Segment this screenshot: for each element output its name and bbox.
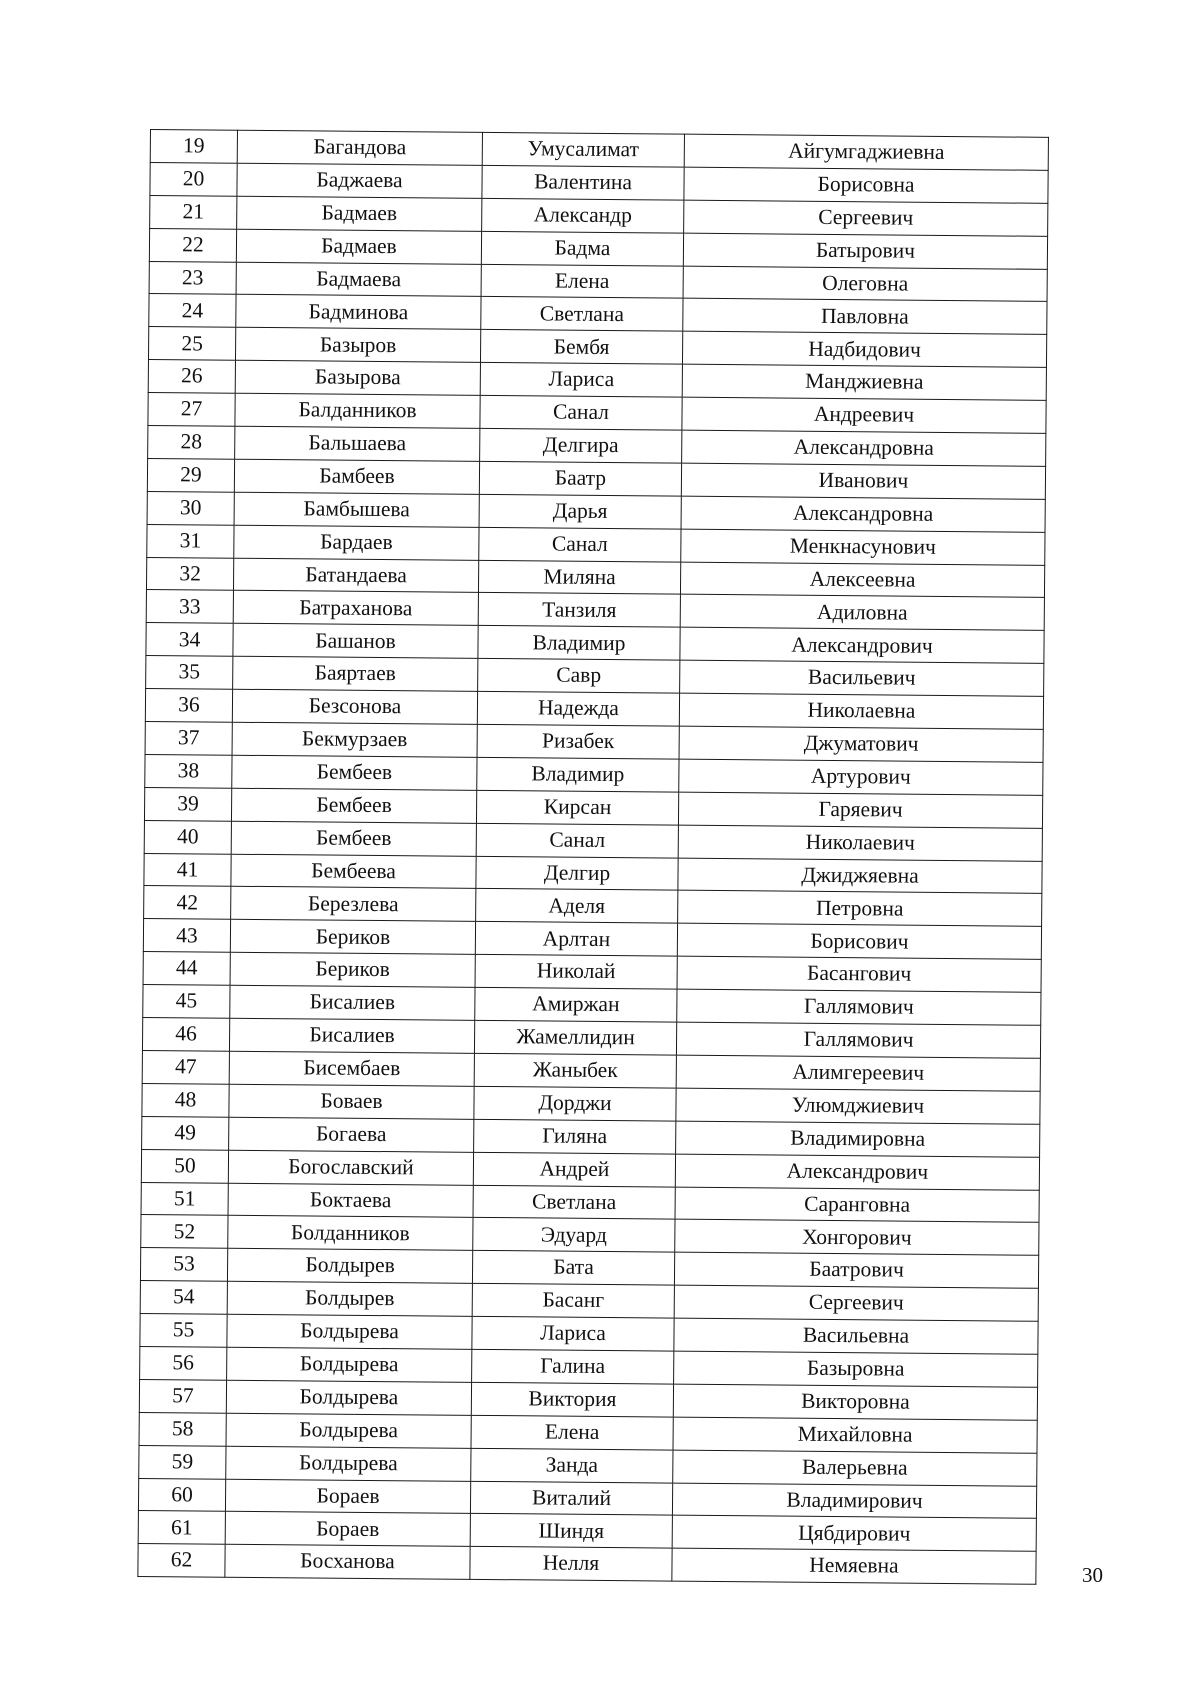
last-name-cell: Бисалиев [229, 1018, 474, 1053]
row-number-cell: 48 [142, 1083, 229, 1117]
row-number-cell: 53 [140, 1248, 227, 1282]
last-name-cell: Бамбышева [234, 492, 479, 527]
patronymic-cell: Олеговна [683, 266, 1047, 302]
last-name-cell: Богославский [228, 1150, 473, 1185]
row-number-cell: 27 [148, 393, 235, 427]
last-name-cell: Безсонова [232, 689, 477, 724]
patronymic-cell: Гаряевич [678, 792, 1042, 828]
first-name-cell: Елена [471, 1415, 673, 1450]
last-name-cell: Башанов [233, 624, 478, 659]
last-name-cell: Болдырева [227, 1314, 472, 1349]
last-name-cell: Бадмаев [236, 229, 481, 264]
patronymic-cell: Борисовна [684, 167, 1048, 203]
row-number-cell: 20 [150, 162, 237, 196]
patronymic-cell: Немяевна [672, 1548, 1036, 1584]
first-name-cell: Валентина [482, 165, 684, 200]
first-name-cell: Миляна [478, 560, 680, 595]
page-number: 30 [1082, 1563, 1103, 1587]
first-name-cell: Владимир [477, 757, 679, 792]
patronymic-cell: Николаевна [679, 693, 1043, 729]
row-number-cell: 45 [143, 985, 230, 1019]
patronymic-cell: Адиловна [680, 595, 1044, 631]
last-name-cell: Бамбеев [234, 459, 479, 494]
first-name-cell: Светлана [481, 297, 683, 332]
first-name-cell: Танзиля [478, 593, 680, 628]
row-number-cell: 29 [147, 458, 234, 492]
first-name-cell: Занда [471, 1448, 673, 1483]
last-name-cell: Бембеев [232, 755, 477, 790]
row-number-cell: 42 [144, 886, 231, 920]
last-name-cell: Бадмаев [237, 196, 482, 231]
first-name-cell: Владимир [478, 626, 680, 661]
last-name-cell: Босханова [225, 1545, 470, 1580]
row-number-cell: 44 [143, 952, 230, 986]
row-number-cell: 43 [143, 919, 230, 953]
last-name-cell: Болданников [228, 1216, 473, 1251]
first-name-cell: Арлтан [475, 922, 677, 957]
first-name-cell: Дарья [479, 494, 681, 529]
last-name-cell: Бембеев [231, 788, 476, 823]
first-name-cell: Делгир [476, 856, 678, 891]
first-name-cell: Гиляна [474, 1119, 676, 1154]
patronymic-cell: Николаевич [678, 825, 1042, 861]
last-name-cell: Болдырева [226, 1380, 471, 1415]
first-name-cell: Надежда [477, 692, 679, 727]
first-name-cell: Эдуард [473, 1218, 675, 1253]
first-name-cell: Бата [472, 1251, 674, 1286]
patronymic-cell: Улюмджиевич [676, 1088, 1040, 1124]
first-name-cell: Аделя [476, 889, 678, 924]
last-name-cell: Бекмурзаев [232, 722, 477, 757]
row-number-cell: 39 [144, 787, 231, 821]
last-name-cell: Бадмаева [236, 262, 481, 297]
first-name-cell: Лариса [472, 1316, 674, 1351]
patronymic-cell: Саранговна [675, 1187, 1039, 1223]
row-number-cell: 62 [138, 1544, 225, 1578]
first-name-cell: Николай [475, 955, 677, 990]
row-number-cell: 55 [140, 1314, 227, 1348]
last-name-cell: Батандаева [233, 558, 478, 593]
first-name-cell: Светлана [473, 1185, 675, 1220]
row-number-cell: 36 [145, 689, 232, 723]
row-number-cell: 46 [142, 1018, 229, 1052]
last-name-cell: Батраханова [233, 591, 478, 626]
row-number-cell: 51 [141, 1182, 228, 1216]
last-name-cell: Болдырев [227, 1249, 472, 1284]
first-name-cell: Бембя [480, 330, 682, 365]
last-name-cell: Базыров [235, 328, 480, 363]
first-name-cell: Елена [481, 264, 683, 299]
patronymic-cell: Алексеевна [680, 562, 1044, 598]
names-table [137, 129, 1049, 1585]
row-number-cell: 38 [145, 754, 232, 788]
first-name-cell: Дорджи [474, 1086, 676, 1121]
first-name-cell: Кирсан [476, 790, 678, 825]
table-row [138, 1544, 1036, 1585]
patronymic-cell: Петровна [678, 891, 1042, 927]
row-number-cell: 54 [140, 1281, 227, 1315]
patronymic-cell: Алимгереевич [676, 1055, 1040, 1091]
row-number-cell: 35 [146, 656, 233, 690]
patronymic-cell: Александрович [680, 628, 1044, 664]
first-name-cell: Виктория [471, 1382, 673, 1417]
row-number-cell: 56 [140, 1346, 227, 1380]
row-number-cell: 41 [144, 853, 231, 887]
patronymic-cell: Павловна [683, 299, 1047, 335]
last-name-cell: Березлева [231, 887, 476, 922]
last-name-cell: Бембеев [231, 821, 476, 856]
row-number-cell: 19 [150, 130, 237, 164]
last-name-cell: Болдырева [227, 1347, 472, 1382]
last-name-cell: Балданников [235, 393, 480, 428]
patronymic-cell: Сергеевич [674, 1285, 1038, 1321]
first-name-cell: Санал [479, 527, 681, 562]
first-name-cell: Жаныбек [474, 1053, 676, 1088]
row-number-cell: 31 [147, 524, 234, 558]
last-name-cell: Болдырева [226, 1446, 471, 1481]
row-number-cell: 21 [150, 195, 237, 229]
row-number-cell: 60 [138, 1478, 225, 1512]
patronymic-cell: Васильевна [674, 1318, 1038, 1354]
first-name-cell: Жамеллидин [474, 1020, 676, 1055]
patronymic-cell: Иванович [681, 463, 1045, 499]
last-name-cell: Базырова [235, 360, 480, 395]
row-number-cell: 32 [146, 557, 233, 591]
first-name-cell: Амиржан [475, 988, 677, 1023]
first-name-cell: Санал [480, 396, 682, 431]
row-number-cell: 28 [148, 426, 235, 460]
patronymic-cell: Айгумгаджиевна [684, 134, 1048, 170]
patronymic-cell: Сергеевич [684, 200, 1048, 236]
first-name-cell: Умусалимат [482, 132, 684, 167]
patronymic-cell: Манджиевна [682, 364, 1046, 400]
first-name-cell: Делгира [480, 428, 682, 463]
row-number-cell: 52 [141, 1215, 228, 1249]
row-number-cell: 33 [146, 590, 233, 624]
row-number-cell: 50 [141, 1149, 228, 1183]
patronymic-cell: Артурович [679, 759, 1043, 795]
row-number-cell: 24 [149, 294, 236, 328]
row-number-cell: 57 [139, 1379, 226, 1413]
patronymic-cell: Викторовна [673, 1384, 1037, 1420]
patronymic-cell: Валерьевна [673, 1450, 1037, 1486]
last-name-cell: Бисембаев [229, 1051, 474, 1086]
row-number-cell: 26 [148, 360, 235, 394]
last-name-cell: Боктаева [228, 1183, 473, 1218]
last-name-cell: Бембеева [231, 854, 476, 889]
first-name-cell: Виталий [470, 1481, 672, 1516]
row-number-cell: 22 [149, 228, 236, 262]
row-number-cell: 40 [144, 820, 231, 854]
first-name-cell: Андрей [473, 1152, 675, 1187]
first-name-cell: Ризабек [477, 724, 679, 759]
first-name-cell: Санал [476, 823, 678, 858]
patronymic-cell: Галлямович [676, 1022, 1040, 1058]
first-name-cell: Савр [478, 659, 680, 694]
patronymic-cell: Баатрович [674, 1252, 1038, 1288]
patronymic-cell: Хонгорович [675, 1220, 1039, 1256]
patronymic-cell: Васильевич [680, 660, 1044, 696]
patronymic-cell: Андреевич [682, 397, 1046, 433]
last-name-cell: Болдырев [227, 1281, 472, 1316]
first-name-cell: Баатр [479, 461, 681, 496]
row-number-cell: 47 [142, 1050, 229, 1084]
last-name-cell: Бальшаева [235, 426, 480, 461]
first-name-cell: Лариса [480, 363, 682, 398]
row-number-cell: 37 [145, 722, 232, 756]
patronymic-cell: Менкнасунович [681, 529, 1045, 565]
patronymic-cell: Джиджяевна [678, 858, 1042, 894]
patronymic-cell: Галлямович [677, 989, 1041, 1025]
patronymic-cell: Александрович [675, 1154, 1039, 1190]
patronymic-cell: Басангович [677, 956, 1041, 992]
first-name-cell: Нелля [470, 1547, 672, 1582]
row-number-cell: 25 [148, 327, 235, 361]
patronymic-cell: Михайловна [673, 1417, 1037, 1453]
row-number-cell: 30 [147, 491, 234, 525]
last-name-cell: Бисалиев [230, 985, 475, 1020]
first-name-cell: Бадма [481, 231, 683, 266]
row-number-cell: 58 [139, 1412, 226, 1446]
last-name-cell: Багандова [237, 130, 482, 165]
last-name-cell: Бадминова [236, 295, 481, 330]
last-name-cell: Боваев [229, 1084, 474, 1119]
first-name-cell: Шиндя [470, 1514, 672, 1549]
names-table-body [138, 130, 1049, 1585]
patronymic-cell: Борисович [677, 924, 1041, 960]
first-name-cell: Александр [482, 198, 684, 233]
last-name-cell: Баяртаев [233, 656, 478, 691]
last-name-cell: Болдырева [226, 1413, 471, 1448]
last-name-cell: Бериков [230, 920, 475, 955]
patronymic-cell: Батырович [683, 233, 1047, 269]
last-name-cell: Баджаева [237, 163, 482, 198]
patronymic-cell: Владимировна [676, 1121, 1040, 1157]
last-name-cell: Бораев [225, 1512, 470, 1547]
row-number-cell: 49 [142, 1116, 229, 1150]
last-name-cell: Бораев [225, 1479, 470, 1514]
patronymic-cell: Александровна [682, 430, 1046, 466]
first-name-cell: Галина [472, 1349, 674, 1384]
patronymic-cell: Цябдирович [672, 1516, 1036, 1552]
first-name-cell: Басанг [472, 1284, 674, 1319]
row-number-cell: 61 [138, 1511, 225, 1545]
patronymic-cell: Александровна [681, 496, 1045, 532]
patronymic-cell: Владимирович [672, 1483, 1036, 1519]
row-number-cell: 34 [146, 623, 233, 657]
last-name-cell: Бериков [230, 952, 475, 987]
patronymic-cell: Джуматович [679, 726, 1043, 762]
last-name-cell: Богаева [229, 1117, 474, 1152]
patronymic-cell: Базыровна [674, 1351, 1038, 1387]
patronymic-cell: Надбидович [682, 332, 1046, 368]
last-name-cell: Бардаев [234, 525, 479, 560]
row-number-cell: 59 [139, 1445, 226, 1479]
row-number-cell: 23 [149, 261, 236, 295]
